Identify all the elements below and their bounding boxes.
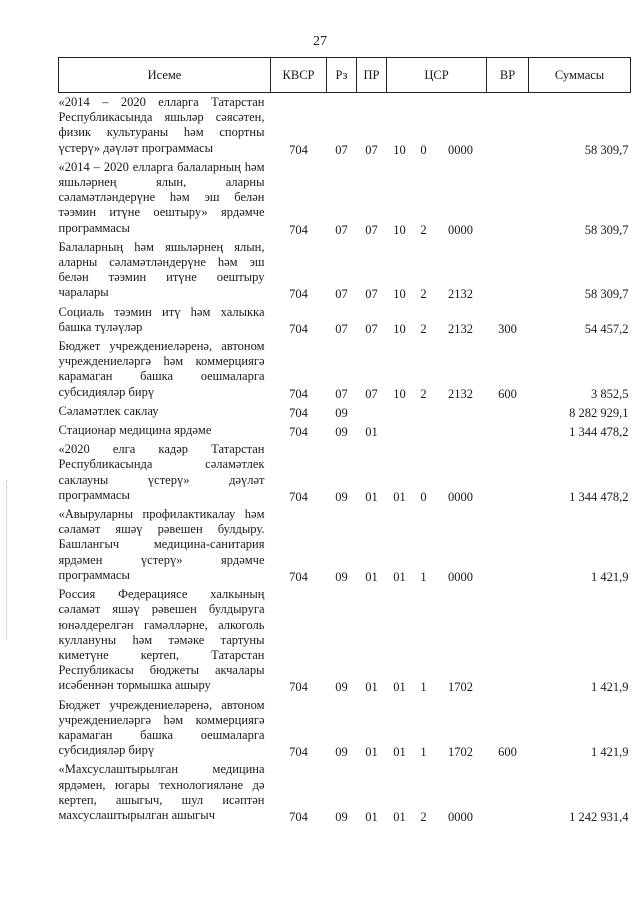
table-row (59, 505, 631, 585)
cell-sum: 8 282 929,1 (569, 405, 629, 420)
header-kvsr: КВСР (271, 58, 327, 93)
page-number: 27 (313, 34, 327, 49)
cell-pr: 07 (365, 321, 378, 336)
cell-name: «2014 – 2020 елларга балаларның һәм яшьләрнең ялын, аларны сәламәтләндерүне һәм эш белән тәэмин итүне оештыру» ярдәмче программасы (58, 159, 265, 235)
table-row (59, 402, 631, 421)
cell-c2: 1 (420, 680, 427, 695)
cell-pr: 01 (365, 745, 378, 760)
cell-vr (487, 238, 529, 303)
table-row (59, 238, 631, 303)
cell-pr: 01 (365, 425, 378, 440)
cell-pr: 07 (365, 287, 378, 302)
header-name: Исеме (59, 58, 271, 93)
cell-vr (487, 505, 529, 585)
cell-c2: 2 (420, 809, 427, 824)
cell-name: Бюджет учреждениеләренә, автоном учреждениеләргә һәм коммерциягә карамаган башка оешмаларга субсидияләр бирү (58, 697, 265, 758)
table-header (59, 58, 631, 93)
cell-vr (487, 440, 529, 505)
cell-kvsr: 704 (289, 425, 308, 440)
cell-sum: 58 309,7 (584, 142, 629, 157)
header-vr: ВР (487, 58, 529, 93)
cell-rz: 07 (335, 287, 348, 302)
cell-rz: 09 (335, 425, 348, 440)
table-row (59, 337, 631, 402)
cell-kvsr: 704 (289, 809, 308, 824)
table-row (59, 440, 631, 505)
cell-name: Бюджет учреждениеләренә, автоном учреждениеләргә һәм коммерциягә карамаган башка оешмаларга субсидияләр бирү (58, 339, 265, 399)
cell-kvsr: 704 (289, 489, 308, 504)
cell-rz: 07 (335, 142, 348, 157)
cell-rz: 09 (335, 809, 348, 824)
cell-c3: 0000 (448, 569, 473, 584)
cell-pr (357, 402, 387, 421)
cell-sum: 1 242 931,4 (569, 809, 629, 824)
cell-c3: 0000 (448, 142, 473, 157)
cell-kvsr: 704 (289, 321, 308, 336)
cell-rz: 09 (335, 680, 348, 695)
cell-c1: 01 (393, 489, 406, 504)
cell-vr (487, 760, 529, 825)
cell-name: Стационар медицина ярдәме (58, 423, 212, 438)
cell-sum: 1 344 478,2 (569, 489, 629, 504)
cell-rz: 07 (335, 386, 348, 401)
table-row (59, 421, 631, 440)
cell-kvsr: 704 (289, 569, 308, 584)
cell-name: «2014 – 2020 елларга Татарстан Республикасында яшьләр сәясәтен, физик культураны һәм спортны үстерү» дәүләт программасы (58, 95, 265, 155)
cell-sum: 3 852,5 (591, 386, 629, 401)
cell-c1: 10 (393, 287, 406, 302)
cell-c2: 2 (420, 222, 427, 237)
cell-name: «Махсуслаштырылган медицина ярдәмен, югары технологияләне дә кертеп, ашыгыч, шул исәптән махсуслаштырылган ашыгыч (58, 762, 265, 822)
cell-rz: 07 (335, 222, 348, 237)
cell-c2: 0 (420, 489, 427, 504)
cell-kvsr: 704 (289, 287, 308, 302)
cell-pr: 01 (365, 489, 378, 504)
cell-c1 (387, 402, 413, 421)
table-row (59, 696, 631, 761)
cell-rz: 09 (335, 569, 348, 584)
cell-kvsr: 704 (289, 680, 308, 695)
cell-rz: 09 (335, 489, 348, 504)
cell-kvsr: 704 (289, 142, 308, 157)
cell-vr: 300 (498, 321, 517, 336)
cell-c2 (413, 421, 435, 440)
header-sum: Суммасы (529, 58, 631, 93)
cell-rz: 09 (335, 405, 348, 420)
cell-rz: 09 (335, 745, 348, 760)
cell-c2: 2 (420, 386, 427, 401)
cell-name: Социаль тәэмин итү һәм халыкка башка түләүләр (58, 304, 265, 334)
cell-c1: 10 (393, 142, 406, 157)
cell-pr: 01 (365, 809, 378, 824)
cell-c3 (435, 402, 487, 421)
cell-sum: 58 309,7 (584, 222, 629, 237)
cell-pr: 07 (365, 142, 378, 157)
cell-c1: 01 (393, 809, 406, 824)
cell-vr (487, 158, 529, 238)
cell-c3: 1702 (448, 745, 473, 760)
cell-vr: 600 (498, 745, 517, 760)
cell-c1: 10 (393, 321, 406, 336)
budget-table (58, 57, 631, 825)
cell-c1 (387, 421, 413, 440)
cell-c1: 01 (393, 569, 406, 584)
cell-name: Россия Федерациясе халкының сәламәт яшәү рәвешен булдыруга юнәлдерелгән гамәлләрне, алкоголь куллануны һәм тәмәке тартуны киметүне кертеп, Татарстан Республикасы бюджеты акчалары исәбеннән тормышка ашыру (58, 587, 265, 693)
cell-vr (487, 585, 529, 695)
header-csr: ЦСР (387, 58, 487, 93)
cell-c2: 2 (420, 287, 427, 302)
cell-kvsr: 704 (289, 745, 308, 760)
cell-vr (487, 93, 529, 158)
cell-c3: 0000 (448, 222, 473, 237)
cell-sum: 1 421,9 (591, 745, 629, 760)
cell-pr: 01 (365, 569, 378, 584)
cell-c1: 10 (393, 222, 406, 237)
cell-sum: 1 344 478,2 (569, 425, 629, 440)
cell-pr: 07 (365, 386, 378, 401)
cell-c3: 0000 (448, 809, 473, 824)
cell-c2: 1 (420, 569, 427, 584)
cell-c3 (435, 421, 487, 440)
cell-sum: 1 421,9 (591, 569, 629, 584)
cell-vr (487, 402, 529, 421)
cell-c3: 2132 (448, 321, 473, 336)
cell-kvsr: 704 (289, 386, 308, 401)
cell-c2: 0 (420, 142, 427, 157)
cell-rz: 07 (335, 321, 348, 336)
cell-name: «Авыруларны профилактикалау һәм сәламәт яшәү рәвешен булдыру. Башлангыч медицина-санитария ярдәмен үстерү» ярдәмче программасы (58, 507, 265, 582)
cell-kvsr: 704 (289, 222, 308, 237)
cell-c3: 0000 (448, 489, 473, 504)
cell-sum: 58 309,7 (584, 287, 629, 302)
cell-c1: 01 (393, 680, 406, 695)
header-rz: Рз (327, 58, 357, 93)
cell-name: «2020 елга кадәр Татарстан Республикасында сәламәтлек саклауны үстерү» дәүләт программасы (58, 442, 265, 502)
cell-c3: 2132 (448, 386, 473, 401)
cell-name: Балаларның һәм яшьләрнең ялын, аларны сәламәтләндерүне һәм эш белән тәэмин итүне оештыру чаралары (58, 239, 265, 300)
cell-name: Сәламәтлек саклау (58, 403, 159, 418)
table-row (59, 585, 631, 695)
cell-c3: 1702 (448, 680, 473, 695)
cell-kvsr: 704 (289, 405, 308, 420)
cell-vr (487, 421, 529, 440)
header-pr: ПР (357, 58, 387, 93)
table-row (59, 158, 631, 238)
cell-vr: 600 (498, 386, 517, 401)
cell-sum: 1 421,9 (591, 680, 629, 695)
cell-c1: 10 (393, 386, 406, 401)
cell-c3: 2132 (448, 287, 473, 302)
cell-c2: 2 (420, 321, 427, 336)
cell-sum: 54 457,2 (584, 321, 629, 336)
scan-margin-marks (6, 480, 9, 640)
table-row (59, 303, 631, 337)
cell-pr: 07 (365, 222, 378, 237)
cell-c1: 01 (393, 745, 406, 760)
cell-c2 (413, 402, 435, 421)
cell-c2: 1 (420, 745, 427, 760)
table-row (59, 760, 631, 825)
table-row (59, 93, 631, 158)
cell-pr: 01 (365, 680, 378, 695)
